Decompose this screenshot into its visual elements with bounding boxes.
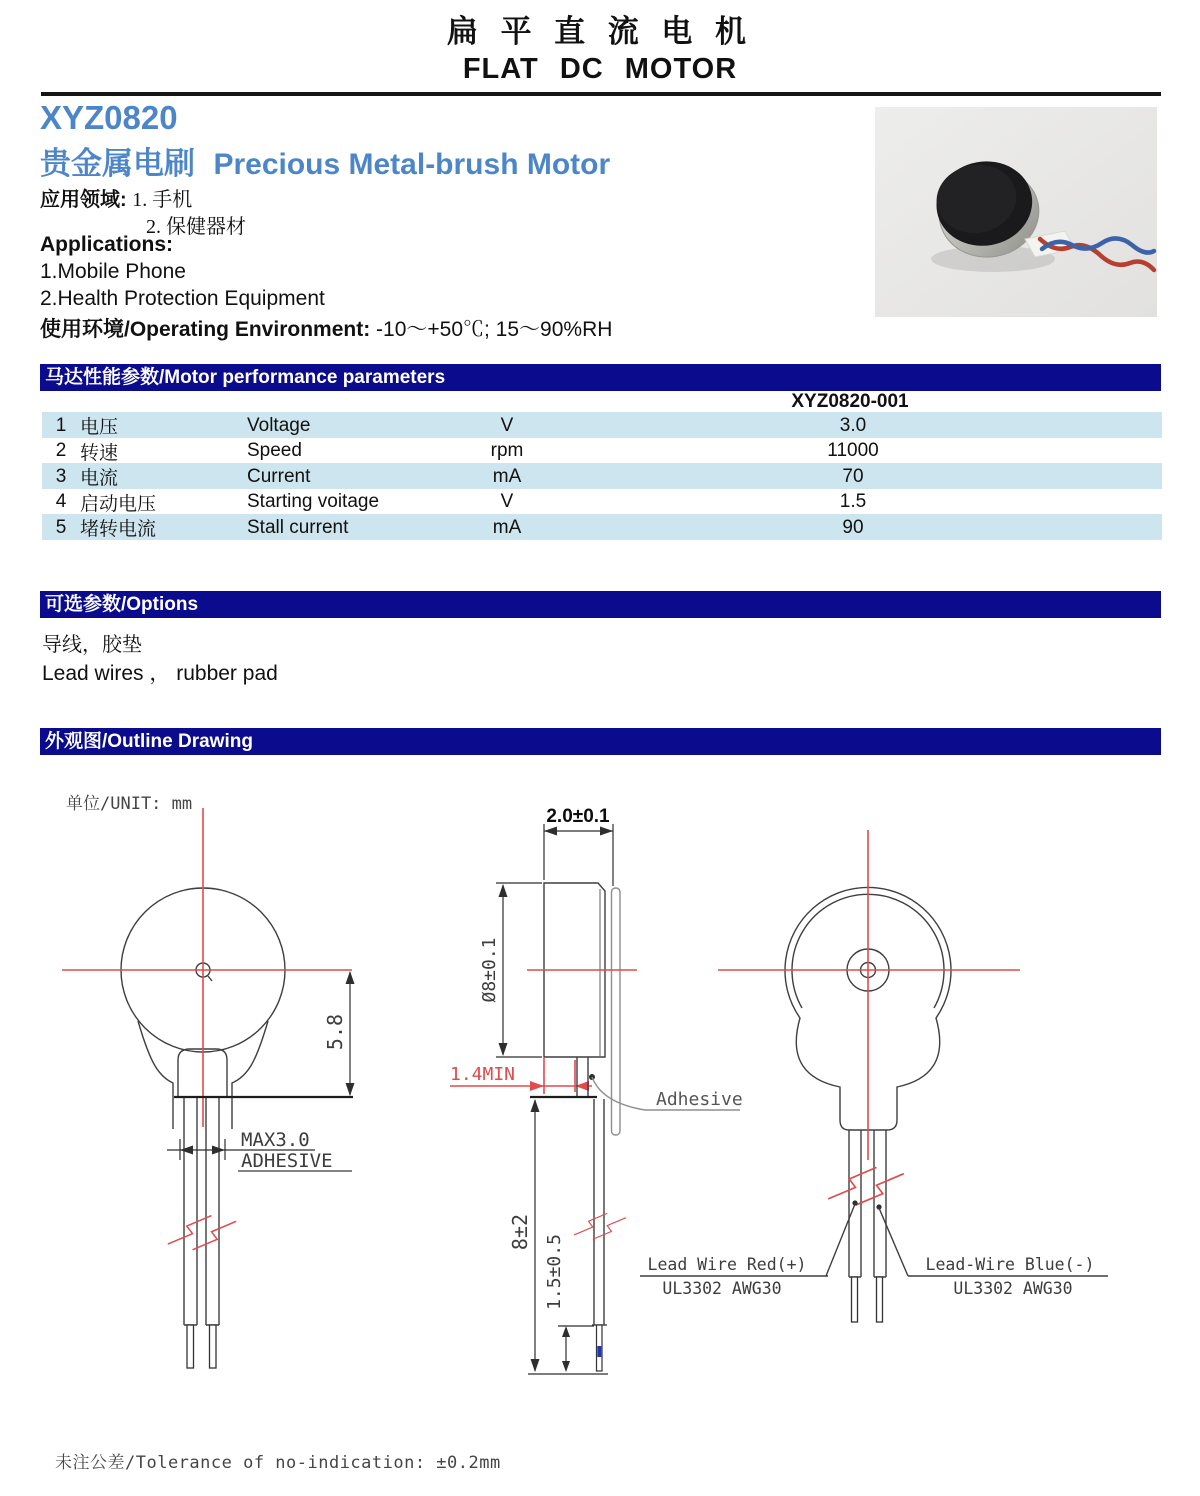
row-no: 4: [55, 491, 67, 513]
table-row: [42, 438, 1162, 464]
page-title-en: FLAT DC MOTOR: [462, 53, 738, 85]
applications-label: Applications:: [40, 233, 174, 256]
row-unit: V: [500, 414, 514, 436]
row-name-cn: 堵转电流: [80, 519, 157, 541]
dim-wire-strip-length: 1.5±0.5: [544, 1234, 565, 1310]
row-name-en: Starting voitage: [247, 491, 380, 513]
options-line-en: Lead wires ， rubber pad: [42, 662, 278, 685]
product-photo: [875, 107, 1157, 317]
table-row: [42, 489, 1162, 515]
table-model-column-header: XYZ0820-001: [791, 391, 909, 412]
row-name-cn: 电压: [80, 417, 119, 438]
row-no: 3: [55, 465, 67, 487]
dim-front-height: 5.8: [323, 1013, 347, 1051]
row-name-cn: 电流: [80, 468, 119, 490]
row-no: 2: [55, 440, 67, 462]
row-name-en: Current: [247, 465, 311, 487]
dim-front-adhesive-max: MAX3.0: [241, 1129, 310, 1151]
front-wire-break-mark: [168, 1216, 236, 1250]
application-item-1: 1.Mobile Phone: [40, 260, 186, 283]
row-name-cn: 启动电压: [80, 493, 157, 515]
row-name-en: Stall current: [247, 516, 349, 538]
row-unit: rpm: [490, 440, 524, 462]
row-no: 1: [55, 414, 67, 436]
row-name-en: Speed: [247, 440, 302, 462]
lead-red-label: Lead Wire Red(+): [647, 1255, 807, 1274]
options-line-cn: 导线，胶垫: [42, 634, 142, 656]
product-subtitle: [40, 138, 610, 183]
dim-side-thickness: 2.0±0.1: [546, 806, 610, 827]
product-subtitle-en: Precious Metal-brush Motor: [213, 148, 611, 181]
page-title-cn: 扁 平 直 流 电 机: [446, 14, 754, 49]
side-wire-break-mark: [574, 1213, 626, 1239]
applications-cn-line1: [40, 183, 192, 212]
operating-environment-label: 使用环境/Operating Environment:: [40, 318, 371, 341]
row-name-cn: 转速: [80, 442, 119, 464]
back-wire-break-mark: [828, 1167, 904, 1205]
section-header-outline: 外观图/Outline Drawing: [40, 728, 1161, 755]
row-unit: mA: [492, 465, 522, 487]
row-name-en: Voltage: [247, 414, 311, 436]
operating-environment: [40, 313, 612, 343]
product-subtitle-cn: 贵金属电刷: [40, 146, 195, 181]
model-number: XYZ0820: [40, 99, 178, 136]
row-unit: V: [500, 491, 514, 513]
table-row: [42, 514, 1162, 540]
tolerance-note: 未注公差/Tolerance of no-indication: ±0.2mm: [55, 1453, 501, 1473]
table-row: [42, 463, 1162, 489]
row-value: 90: [842, 516, 864, 538]
applications-cn-item1: 1. 手机: [132, 189, 193, 211]
photo-fpc-tab: [1025, 231, 1075, 257]
lead-blue-label: Lead-Wire Blue(-): [925, 1255, 1095, 1274]
row-no: 5: [55, 516, 67, 538]
side-view-drawing: [450, 806, 743, 1374]
side-adhesive-label: Adhesive: [656, 1089, 743, 1110]
row-value: 1.5: [839, 491, 867, 513]
section-header-performance: 马达性能参数/Motor performance parameters: [40, 364, 1161, 391]
row-value: 70: [842, 465, 864, 487]
photo-lead-wires: [1040, 238, 1154, 270]
section-header-options: 可选参数/Options: [40, 591, 1161, 618]
dim-side-adhesive-min: 1.4MIN: [450, 1064, 516, 1085]
adhesive-strip: [612, 888, 621, 1135]
applications-cn-label: 应用领域:: [40, 189, 127, 211]
unit-note: 单位/UNIT: mm: [66, 794, 193, 814]
header-divider: [41, 92, 1161, 96]
dim-side-diameter: Ø8±0.1: [479, 937, 500, 1003]
dim-wire-length: 8±2: [508, 1213, 532, 1251]
front-adhesive-label: ADHESIVE: [241, 1150, 333, 1172]
operating-environment-value: -10～+50℃; 15～90%RH: [376, 318, 613, 341]
row-unit: mA: [492, 516, 522, 538]
applications-cn-item2: 2. 保健器材: [146, 216, 246, 238]
performance-table: [42, 412, 1162, 540]
table-row: [42, 412, 1162, 438]
application-item-2: 2.Health Protection Equipment: [40, 287, 325, 310]
row-value: 11000: [827, 440, 879, 462]
lead-blue-spec: UL3302 AWG30: [953, 1279, 1073, 1298]
row-value: 3.0: [839, 414, 867, 436]
front-view-drawing: [62, 808, 355, 1368]
wire-tip-blue-mark: [597, 1346, 601, 1357]
lead-red-spec: UL3302 AWG30: [662, 1279, 782, 1298]
back-view-drawing: [640, 830, 1108, 1322]
